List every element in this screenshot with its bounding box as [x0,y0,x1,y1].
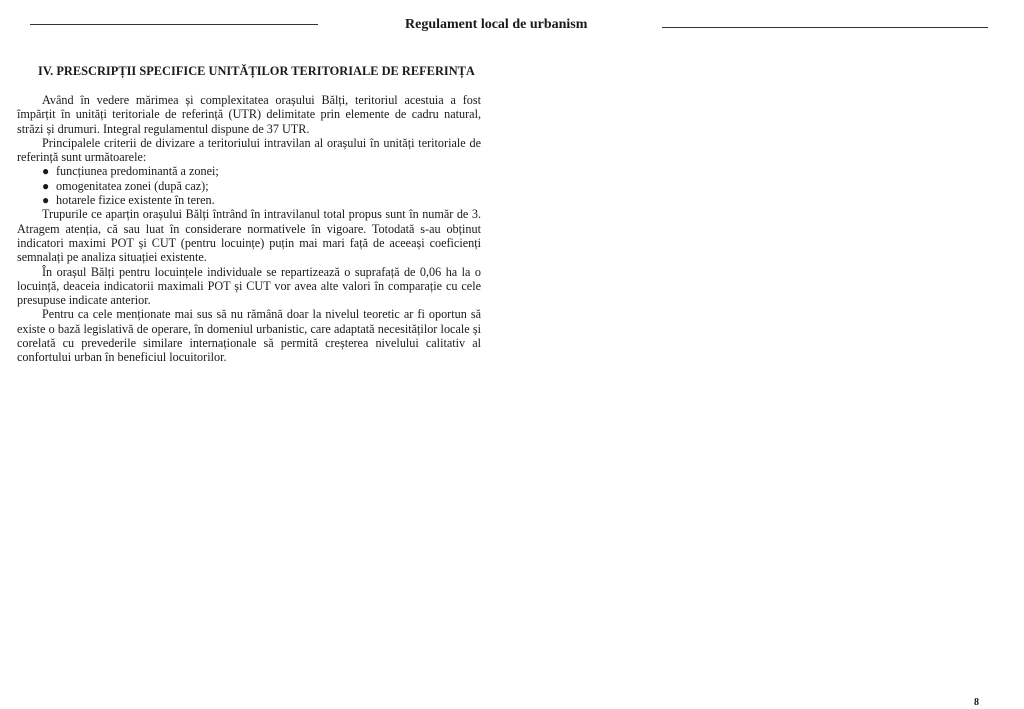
bullet-icon: ● [42,193,50,208]
page-header-title: Regulament local de urbanism [405,17,588,32]
list-item-text: funcțiunea predominantă a zonei; [56,164,219,179]
paragraph: Principalele criterii de divizare a teritoriului intravilan al orașului în unități teritoriale de referință sunt următoarele: [17,135,481,165]
section-title: IV. PRESCRIPȚII SPECIFICE UNITĂȚILOR TERITORIALE DE REFERINȚA [38,64,475,78]
criteria-list [17,164,481,207]
list-item [42,179,481,193]
paragraph: Având în vedere mărimea și complexitatea orașului Bălți, teritoriul acestuia a fost împărțit în unități teritoriale de referință (UTR) delimitate prin elemente de cadru natural, străzi și drumuri. Integral regulamentul dispune de 37 UTR. [17,93,481,136]
body-content [17,93,481,365]
page-number: 8 [974,697,979,708]
list-item [42,193,481,207]
paragraph: În orașul Bălți pentru locuințele individuale se repartizează o suprafață de 0,06 ha la o locuință, deaceia indicatorii maximali POT și CUT vor avea alte valori în comparație cu cele presupuse indicate anterior. [17,264,481,308]
list-item-text: omogenitatea zonei (după caz); [56,178,209,193]
list-item [42,164,481,178]
list-item-text: hotarele fizice existente în teren. [56,193,215,208]
paragraph: Pentru ca cele menționate mai sus să nu rămână doar la nivelul teoretic ar fi oportun să existe o bază legislativă de operare, în domeniul urbanistic, care adaptată necesităților locale și corelată cu prevederile similare internaționale să permită creșterea nivelului calitativ al confortului urban în beneficiul locuitorilor. [17,307,481,365]
header-rule-left [30,24,318,25]
paragraph: Trupurile ce aparțin orașului Bălți întrând în intravilanul total propus sunt în număr de 3. Atragem atenția, că sau luat în considerare normativele în vigoare. Totodată s-au obținut indicatori maximi POT și CUT (pentru locuințe) puțin mai mari față de aceeași coeficienți semnalați pe analiza situației existente. [17,207,481,265]
bullet-icon: ● [42,164,50,179]
bullet-icon: ● [42,178,50,193]
header-rule-right [662,27,988,28]
